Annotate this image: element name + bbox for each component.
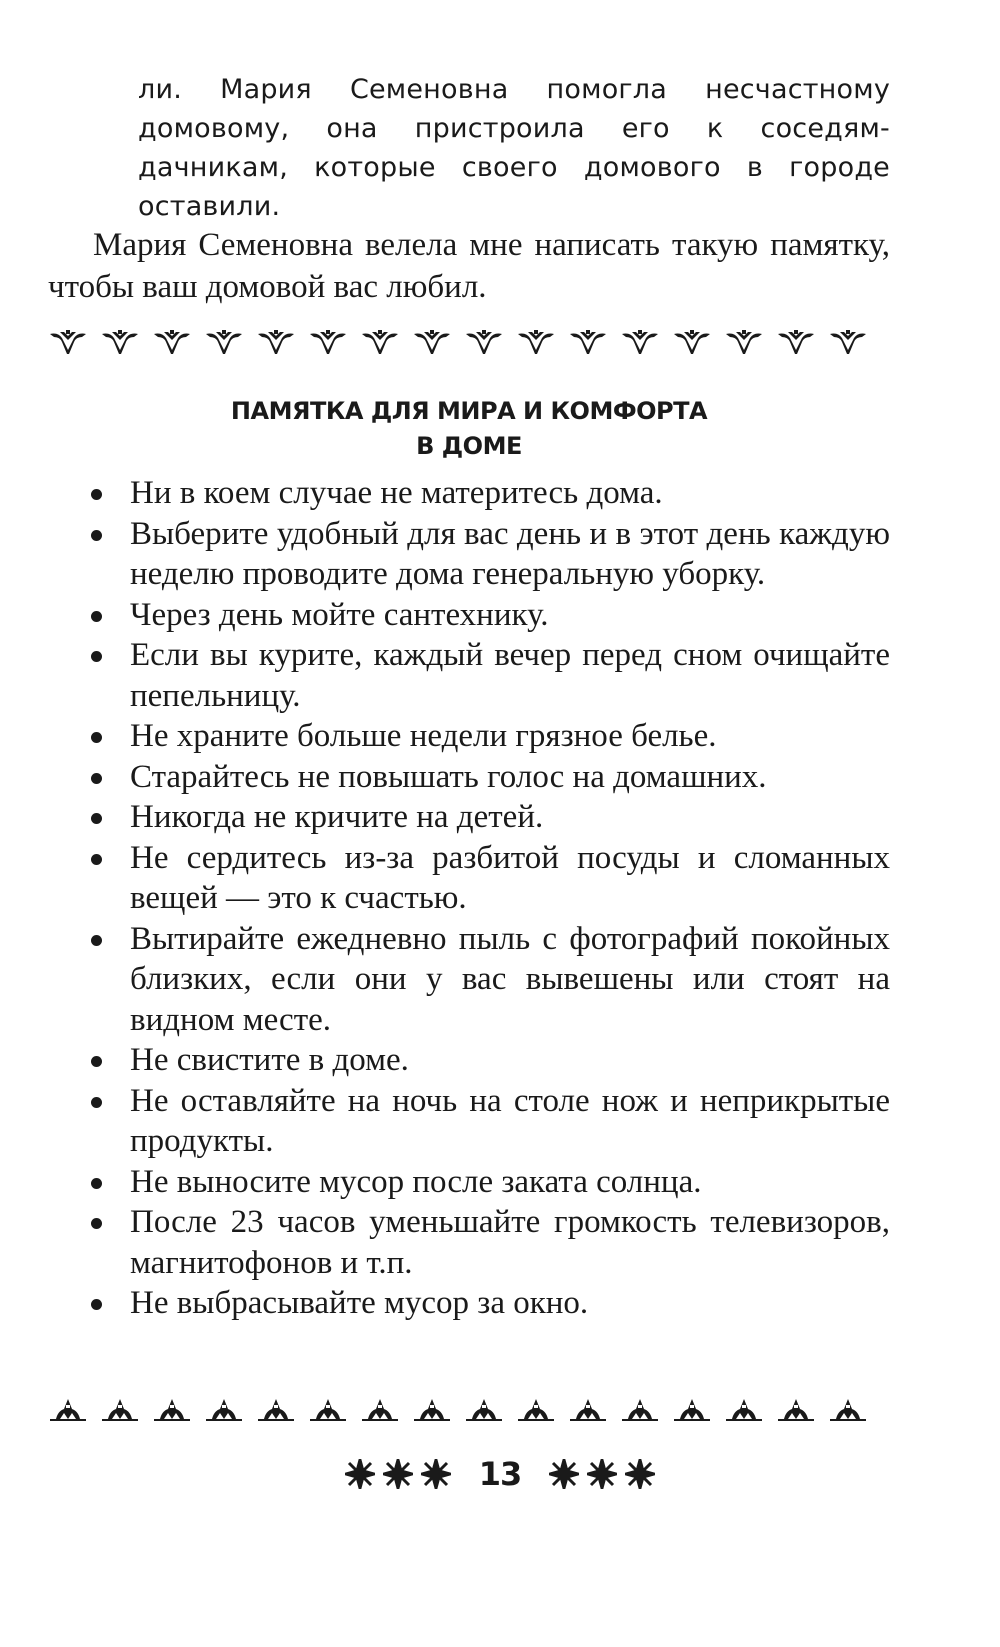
bottom-ornament-motifs	[50, 1399, 866, 1421]
bullet-icon	[91, 732, 102, 743]
list-item: Через день мойте сантехнику.	[48, 595, 890, 636]
footer-star-icon	[625, 1459, 655, 1489]
bullet-icon	[91, 1097, 102, 1108]
footer-ornaments-left	[345, 1459, 451, 1489]
bottom-ornament-svg	[48, 1395, 890, 1425]
bullet-icon	[91, 813, 102, 824]
bullet-icon	[91, 530, 102, 541]
bullet-icon	[91, 651, 102, 662]
bullet-icon	[91, 1056, 102, 1067]
bottom-ornament-border	[48, 1395, 890, 1425]
list-item: После 23 часов уменьшайте громкость телевизоров, магнитофонов и т.п.	[48, 1202, 890, 1283]
top-ornament-motifs	[50, 330, 866, 354]
bullet-icon	[91, 1178, 102, 1189]
list-item: Не выбрасывайте мусор за окно.	[48, 1283, 890, 1324]
list-item: Старайтесь не повышать голос на домашних.	[48, 757, 890, 798]
section-heading	[48, 394, 890, 464]
list-item: Не сердитесь из-за разбитой посуды и сломанных вещей — это к счастью.	[48, 838, 890, 919]
continuation-paragraph: ли. Мария Семеновна помогла несчастному домовому, она пристроила его к соседям-дачникам, которые своего домового в городе оставили.	[138, 74, 890, 222]
bullet-icon	[91, 854, 102, 865]
tips-list	[48, 473, 890, 1324]
heading-line-2: В ДОМЕ	[416, 432, 522, 460]
list-item: Не храните больше недели грязное белье.	[48, 716, 890, 757]
body-paragraph: Мария Семеновна велела мне написать такую памятку, чтобы ваш домовой вас любил.	[48, 227, 890, 305]
list-item: Выберите удобный для вас день и в этот день каждую неделю проводите дома генеральную уборку.	[48, 514, 890, 595]
bullet-icon	[91, 935, 102, 946]
top-ornament-svg	[48, 328, 890, 358]
heading-line-1: ПАМЯТКА ДЛЯ МИРА И КОМФОРТА	[230, 397, 708, 425]
bullet-icon	[91, 1299, 102, 1310]
page-footer	[0, 1452, 1000, 1496]
list-item: Если вы курите, каждый вечер перед сном очищайте пепельницу.	[48, 635, 890, 716]
list-item: Вытирайте ежедневно пыль с фотографий покойных близких, если они у вас вывешены или стоят на видном месте.	[48, 919, 890, 1041]
top-ornament-border	[48, 328, 890, 358]
list-item: Ни в коем случае не материтесь дома.	[48, 473, 890, 514]
bullet-icon	[91, 1218, 102, 1229]
bullet-icon	[91, 773, 102, 784]
list-item: Не выносите мусор после заката солнца.	[48, 1162, 890, 1203]
footer-star-icon	[421, 1459, 451, 1489]
page-number: 13	[478, 1455, 522, 1493]
footer-star-icon	[587, 1459, 617, 1489]
footer-star-icon	[549, 1459, 579, 1489]
footer-ornaments-right	[549, 1459, 655, 1489]
footer-star-icon	[383, 1459, 413, 1489]
footer-star-icon	[345, 1459, 375, 1489]
bullet-icon	[91, 489, 102, 500]
list-item: Не свистите в доме.	[48, 1040, 890, 1081]
list-item: Не оставляйте на ночь на столе нож и неприкрытые продукты.	[48, 1081, 890, 1162]
list-item: Никогда не кричите на детей.	[48, 797, 890, 838]
bullet-icon	[91, 611, 102, 622]
